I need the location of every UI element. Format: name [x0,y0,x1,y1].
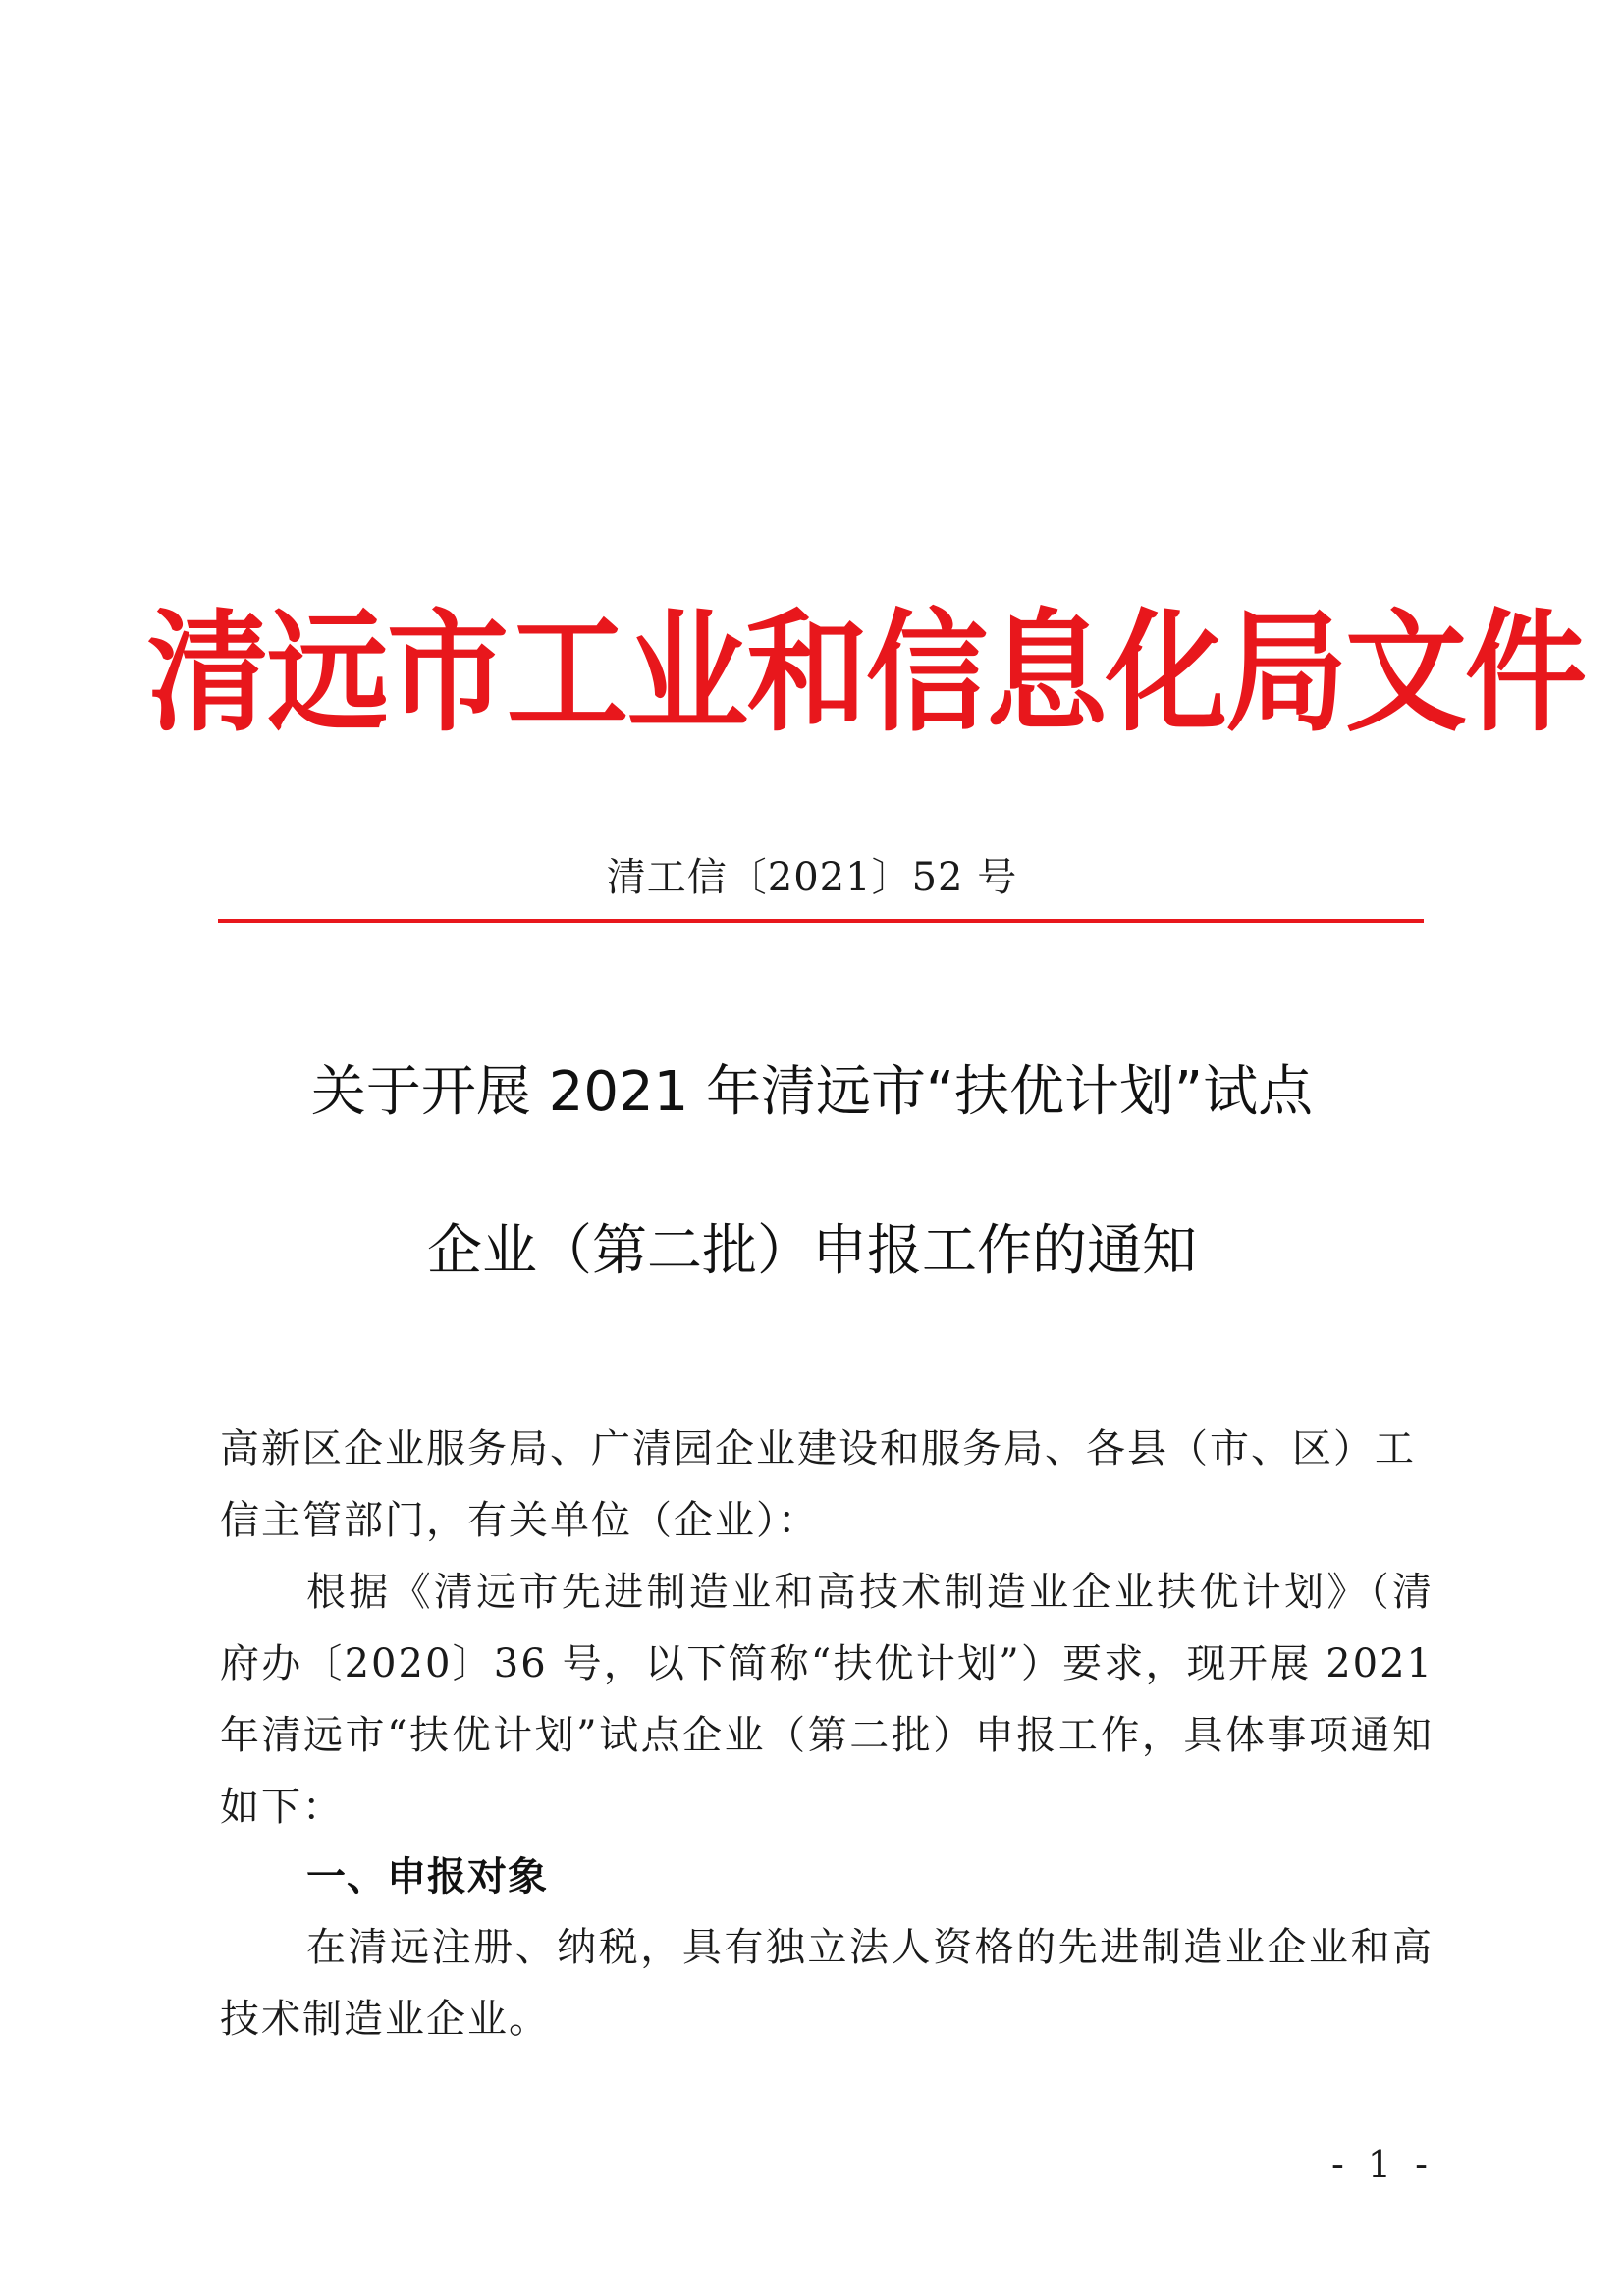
section-1-paragraph: 在清远注册、纳税，具有独立法人资格的先进制造业企业和高技术制造业企业。 [220,1925,1434,2042]
intro-paragraph: 根据《清远市先进制造业和高技术制造业企业扶优计划》（清府办〔2020〕36 号，以下简称“扶优计划”）要求，现开展 2021 年清远市“扶优计划”试点企业（第二批）申报工作，具体事项通知如下： [220,1570,1434,1830]
page-number: - 1 - [1331,2143,1435,2186]
addressee: 高新区企业服务局、广清园企业建设和服务局、各县（市、区）工信主管部门，有关单位（企业）： [220,1426,1416,1543]
section-heading-1: 一、申报对象 [306,1854,548,1899]
notice-title-line-2: 企业（第二批）申报工作的通知 [427,1219,1197,1283]
masthead-title: 清远市工业和信息化局文件 [147,597,1586,751]
notice-title-line-1: 关于开展 2021 年清远市“扶优计划”试点 [310,1060,1314,1124]
document-number: 清工信〔2021〕52 号 [606,855,1018,900]
red-separator-line [218,919,1424,923]
